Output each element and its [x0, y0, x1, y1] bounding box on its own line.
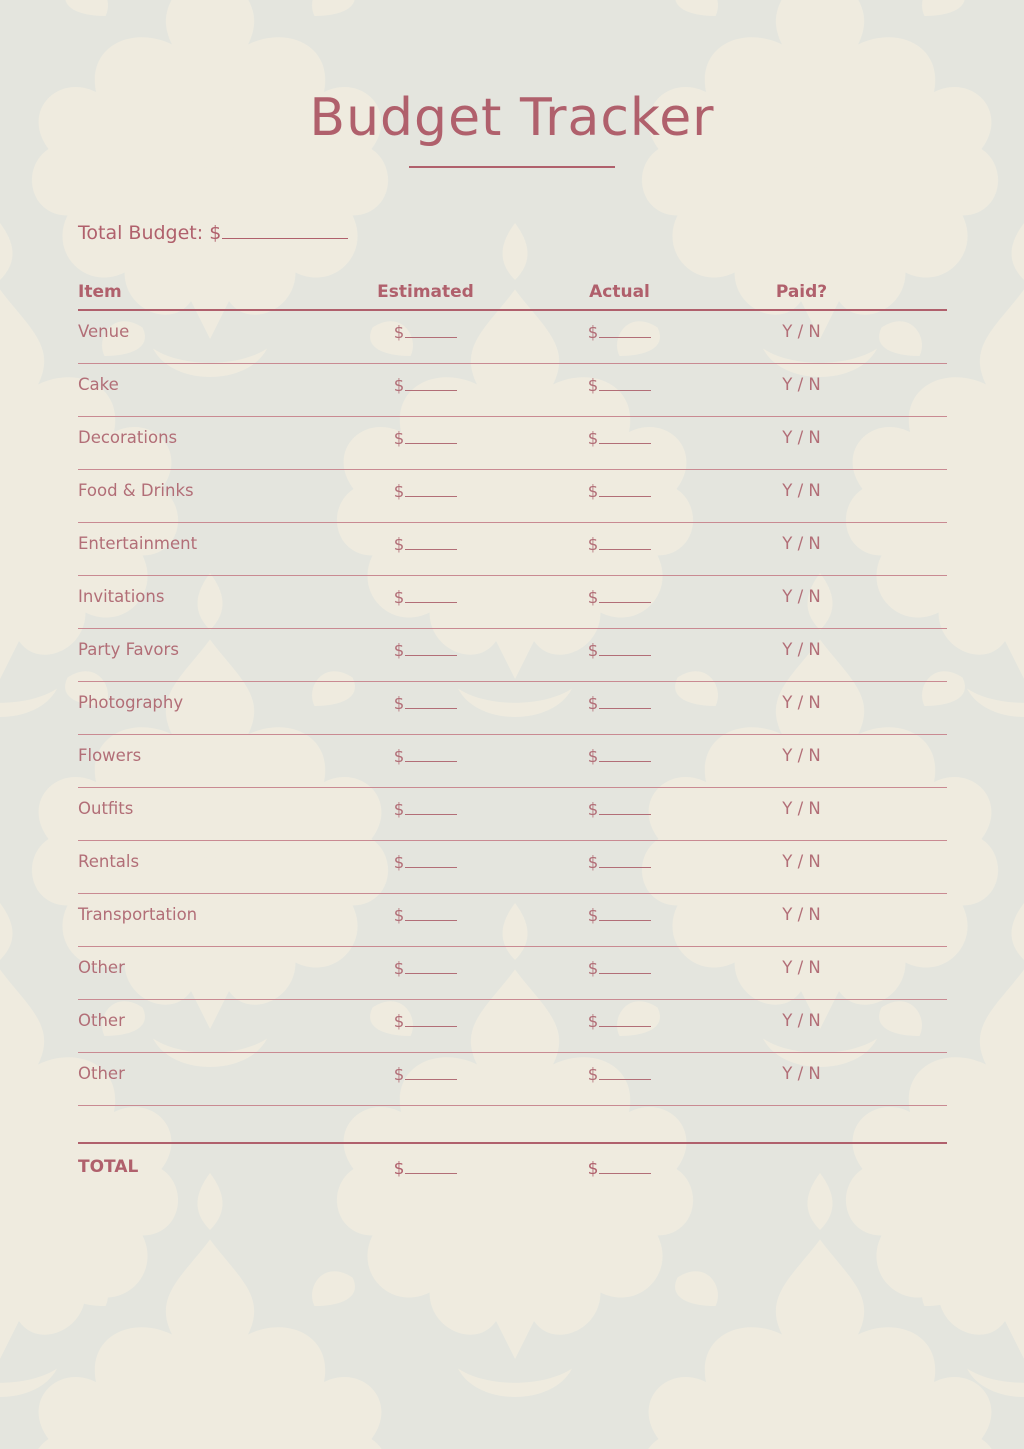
row-estimated-field[interactable] [348, 851, 503, 893]
row-estimated-blank[interactable] [405, 374, 457, 391]
row-estimated-field[interactable] [348, 427, 503, 469]
row-actual-blank[interactable] [599, 321, 651, 338]
total-actual-dollar: $ [587, 1159, 599, 1179]
row-estimated-dollar: $ [393, 588, 405, 607]
row-actual-blank[interactable] [599, 904, 651, 921]
table-row [78, 735, 947, 788]
row-actual-dollar: $ [587, 906, 599, 925]
row-estimated-dollar: $ [393, 906, 405, 925]
row-item-label: Outfits [78, 799, 134, 818]
table-header [78, 282, 947, 311]
row-actual-field[interactable] [542, 374, 697, 416]
row-estimated-field[interactable] [348, 480, 503, 522]
table-row [78, 311, 947, 364]
column-header-item: Item [78, 282, 122, 302]
row-estimated-field[interactable] [348, 533, 503, 575]
row-item-label: Other [78, 1064, 125, 1083]
row-estimated-blank[interactable] [405, 586, 457, 603]
row-estimated-field[interactable] [348, 1063, 503, 1105]
row-estimated-blank[interactable] [405, 1010, 457, 1027]
column-header-estimated: Estimated [377, 282, 474, 302]
row-paid-toggle[interactable]: Y / N [782, 481, 821, 500]
row-actual-field[interactable] [542, 586, 697, 628]
row-item-label: Other [78, 1011, 125, 1030]
row-estimated-field[interactable] [348, 374, 503, 416]
row-actual-blank[interactable] [599, 745, 651, 762]
row-actual-blank[interactable] [599, 957, 651, 974]
row-paid-toggle[interactable]: Y / N [782, 958, 821, 977]
row-actual-blank[interactable] [599, 1063, 651, 1080]
row-item-label: Transportation [78, 905, 198, 924]
row-paid-toggle[interactable]: Y / N [782, 534, 821, 553]
table-row [78, 788, 947, 841]
row-item-label: Decorations [78, 428, 178, 447]
row-estimated-blank[interactable] [405, 1063, 457, 1080]
row-paid-toggle[interactable]: Y / N [782, 322, 821, 341]
row-actual-field[interactable] [542, 533, 697, 575]
total-budget-blank[interactable] [222, 220, 348, 239]
row-actual-field[interactable] [542, 798, 697, 840]
row-actual-blank[interactable] [599, 374, 651, 391]
row-estimated-dollar: $ [393, 641, 405, 660]
row-item-label: Food & Drinks [78, 481, 194, 500]
total-estimated-dollar: $ [393, 1159, 405, 1179]
row-actual-field[interactable] [542, 904, 697, 946]
table-row [78, 629, 947, 682]
row-actual-blank[interactable] [599, 480, 651, 497]
row-actual-blank[interactable] [599, 639, 651, 656]
row-estimated-field[interactable] [348, 904, 503, 946]
title-underline [409, 166, 615, 168]
row-actual-dollar: $ [587, 800, 599, 819]
row-item-label: Photography [78, 693, 184, 712]
total-budget-label: Total Budget: $ [78, 222, 222, 244]
table-row [78, 576, 947, 629]
column-header-actual: Actual [589, 282, 650, 302]
row-item-label: Rentals [78, 852, 140, 871]
row-paid-toggle[interactable]: Y / N [782, 852, 821, 871]
row-estimated-dollar: $ [393, 853, 405, 872]
row-item-label: Flowers [78, 746, 142, 765]
row-item-label: Cake [78, 375, 119, 394]
row-paid-toggle[interactable]: Y / N [782, 587, 821, 606]
row-estimated-field[interactable] [348, 692, 503, 734]
row-actual-field[interactable] [542, 480, 697, 522]
table-row [78, 364, 947, 417]
row-actual-dollar: $ [587, 588, 599, 607]
table-row [78, 682, 947, 735]
table-row [78, 1000, 947, 1053]
row-actual-blank[interactable] [599, 692, 651, 709]
row-estimated-field[interactable] [348, 1010, 503, 1052]
row-estimated-blank[interactable] [405, 745, 457, 762]
row-estimated-field[interactable] [348, 957, 503, 999]
total-budget-field[interactable] [78, 220, 348, 244]
row-actual-dollar: $ [587, 959, 599, 978]
row-estimated-dollar: $ [393, 1012, 405, 1031]
row-estimated-dollar: $ [393, 747, 405, 766]
table-row [78, 947, 947, 1000]
row-paid-toggle[interactable]: Y / N [782, 375, 821, 394]
row-actual-field[interactable] [542, 957, 697, 999]
table-row [78, 417, 947, 470]
row-estimated-dollar: $ [393, 1065, 405, 1084]
row-estimated-field[interactable] [348, 321, 503, 363]
page-title: Budget Tracker [309, 88, 715, 148]
row-estimated-blank[interactable] [405, 480, 457, 497]
row-estimated-blank[interactable] [405, 639, 457, 656]
total-actual-field[interactable] [542, 1157, 697, 1186]
row-actual-dollar: $ [587, 376, 599, 395]
row-actual-blank[interactable] [599, 586, 651, 603]
row-paid-toggle[interactable]: Y / N [782, 1011, 821, 1030]
row-actual-field[interactable] [542, 851, 697, 893]
row-estimated-dollar: $ [393, 482, 405, 501]
table-row [78, 523, 947, 576]
row-estimated-blank[interactable] [405, 957, 457, 974]
row-estimated-blank[interactable] [405, 321, 457, 338]
row-estimated-blank[interactable] [405, 904, 457, 921]
row-actual-dollar: $ [587, 429, 599, 448]
row-actual-dollar: $ [587, 535, 599, 554]
table-row [78, 894, 947, 947]
table-body [78, 311, 947, 1106]
row-actual-field[interactable] [542, 745, 697, 787]
row-item-label: Other [78, 958, 125, 977]
row-estimated-dollar: $ [393, 323, 405, 342]
row-actual-blank[interactable] [599, 851, 651, 868]
row-actual-dollar: $ [587, 641, 599, 660]
row-estimated-blank[interactable] [405, 692, 457, 709]
row-actual-field[interactable] [542, 639, 697, 681]
row-estimated-blank[interactable] [405, 798, 457, 815]
table-row [78, 1053, 947, 1106]
table-row [78, 470, 947, 523]
row-actual-dollar: $ [587, 1065, 599, 1084]
row-estimated-blank[interactable] [405, 427, 457, 444]
row-actual-blank[interactable] [599, 1010, 651, 1027]
row-actual-field[interactable] [542, 427, 697, 469]
row-estimated-dollar: $ [393, 535, 405, 554]
row-estimated-dollar: $ [393, 694, 405, 713]
row-estimated-dollar: $ [393, 959, 405, 978]
row-paid-toggle[interactable]: Y / N [782, 746, 821, 765]
row-paid-toggle[interactable]: Y / N [782, 428, 821, 447]
row-actual-blank[interactable] [599, 427, 651, 444]
row-actual-dollar: $ [587, 482, 599, 501]
row-estimated-dollar: $ [393, 429, 405, 448]
row-estimated-dollar: $ [393, 376, 405, 395]
row-actual-dollar: $ [587, 1012, 599, 1031]
row-estimated-blank[interactable] [405, 851, 457, 868]
row-actual-blank[interactable] [599, 533, 651, 550]
column-header-paid: Paid? [775, 282, 828, 302]
budget-table [78, 282, 947, 1106]
total-label: TOTAL [78, 1157, 139, 1177]
row-actual-dollar: $ [587, 694, 599, 713]
total-actual-blank[interactable] [599, 1157, 651, 1174]
row-estimated-blank[interactable] [405, 533, 457, 550]
row-paid-toggle[interactable]: Y / N [782, 1064, 821, 1083]
row-actual-dollar: $ [587, 323, 599, 342]
row-paid-toggle[interactable]: Y / N [782, 640, 821, 659]
total-estimated-field[interactable] [348, 1157, 503, 1186]
total-row [78, 1142, 947, 1186]
row-actual-dollar: $ [587, 747, 599, 766]
row-item-label: Invitations [78, 587, 165, 606]
total-estimated-blank[interactable] [405, 1157, 457, 1174]
row-paid-toggle[interactable]: Y / N [782, 693, 821, 712]
row-item-label: Party Favors [78, 640, 179, 659]
row-actual-field[interactable] [542, 1010, 697, 1052]
row-estimated-field[interactable] [348, 586, 503, 628]
row-paid-toggle[interactable]: Y / N [782, 799, 821, 818]
row-actual-field[interactable] [542, 1063, 697, 1105]
row-actual-dollar: $ [587, 853, 599, 872]
row-actual-field[interactable] [542, 321, 697, 363]
row-estimated-dollar: $ [393, 800, 405, 819]
row-estimated-field[interactable] [348, 798, 503, 840]
row-item-label: Entertainment [78, 534, 198, 553]
row-estimated-field[interactable] [348, 639, 503, 681]
row-actual-blank[interactable] [599, 798, 651, 815]
row-paid-toggle[interactable]: Y / N [782, 905, 821, 924]
row-actual-field[interactable] [542, 692, 697, 734]
row-estimated-field[interactable] [348, 745, 503, 787]
table-row [78, 841, 947, 894]
row-item-label: Venue [78, 322, 130, 341]
